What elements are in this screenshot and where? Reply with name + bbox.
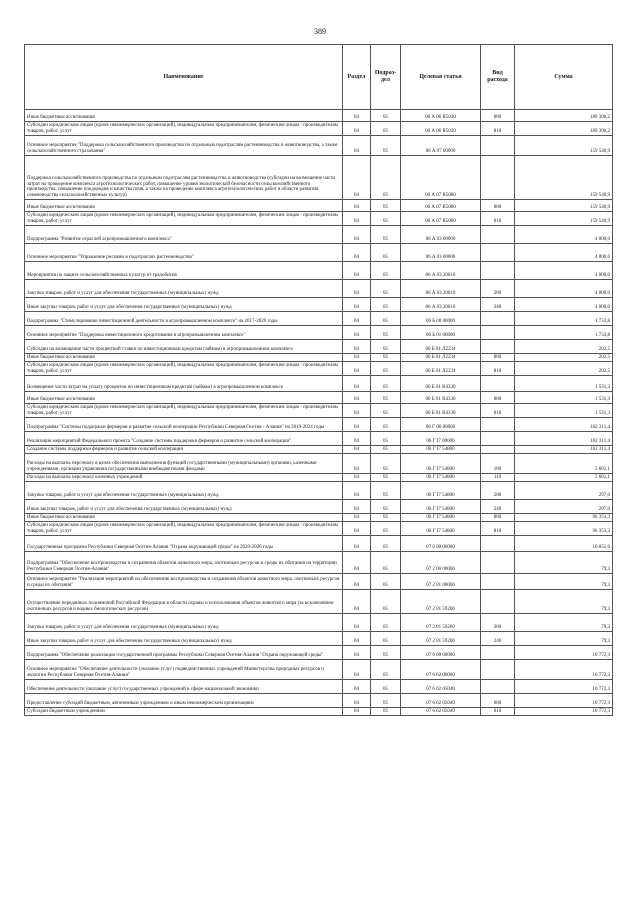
row-name: Основное мероприятие "Обеспечение деятельности (оказание услуг) подведомственных учреждений Министерства природных ресурсов и экологии Республики Северная Осетия-Алания" xyxy=(25,660,343,680)
row-subsection: 05 xyxy=(371,244,401,262)
row-name: Субсидии юридическим лицам (кроме некоммерческих организаций), индивидуальным предпринимателям, физическим лицам - производителям товаров, работ, услуг xyxy=(25,122,343,136)
table-row xyxy=(25,212,613,226)
row-name: Основное мероприятие "Управление рисками в подотраслях растениеводства" xyxy=(25,244,343,262)
row-section: 04 xyxy=(343,446,371,454)
table-row xyxy=(25,632,613,646)
row-subsection: 05 xyxy=(371,474,401,482)
row-section: 04 xyxy=(343,632,371,646)
row-type: 800 xyxy=(481,200,515,212)
row-section: 04 xyxy=(343,326,371,340)
row-target: 06 Г I7 54800 xyxy=(401,514,481,522)
row-subsection: 05 xyxy=(371,500,401,514)
row-sum: 10 772,3 xyxy=(515,646,613,660)
row-sum: 4 000,0 xyxy=(515,298,613,312)
row-name: Иные бюджетные ассигнования xyxy=(25,514,343,522)
row-section: 04 xyxy=(343,298,371,312)
row-target: 06 Б 00 00000 xyxy=(401,312,481,326)
row-name: Иные закупки товаров, работ и услуг для обеспечения государственных (муниципальных) нужд xyxy=(25,298,343,312)
table-row xyxy=(25,708,613,716)
table-row xyxy=(25,404,613,418)
table-row xyxy=(25,522,613,536)
row-target: 06 Б 01 R4330 xyxy=(401,376,481,392)
row-subsection: 05 xyxy=(371,362,401,376)
header-section: Раздел xyxy=(343,45,371,110)
row-section: 04 xyxy=(343,474,371,482)
row-subsection: 05 xyxy=(371,482,401,500)
row-target: 06 А 06 R5020 xyxy=(401,122,481,136)
row-name: Субсидии на возмещение части процентной ставки по инвестиционным кредитам (займам) в агропромышленном комплексе xyxy=(25,340,343,354)
row-name: Иные закупки товаров, работ и услуг для обеспечения государственных (муниципальных) нужд xyxy=(25,500,343,514)
row-type xyxy=(481,340,515,354)
row-section: 04 xyxy=(343,262,371,280)
row-type: 800 xyxy=(481,110,515,122)
row-target: 07 0 00 00000 xyxy=(401,536,481,552)
header-name: Наименование xyxy=(25,45,343,110)
table-row xyxy=(25,262,613,280)
row-type xyxy=(481,536,515,552)
row-section: 04 xyxy=(343,660,371,680)
table-row xyxy=(25,298,613,312)
row-subsection: 05 xyxy=(371,708,401,716)
row-target: 06 А 07 R5080 xyxy=(401,200,481,212)
row-type: 240 xyxy=(481,500,515,514)
row-target: 07 6 00 00000 xyxy=(401,646,481,660)
row-sum: 79,3 xyxy=(515,590,613,614)
row-target: 06 Б 01 Л2234 xyxy=(401,354,481,362)
row-subsection: 05 xyxy=(371,552,401,574)
row-subsection: 05 xyxy=(371,694,401,708)
row-name: Расходы на выплаты персоналу в целях обеспечения выполнения функций государственными (муниципальными) органами, казенными учреждениями, органами управления государственными внебюджетными фондами xyxy=(25,454,343,474)
row-section: 04 xyxy=(343,312,371,326)
row-sum: 102 311,4 xyxy=(515,432,613,446)
row-target: 06 Г I7 54800 xyxy=(401,454,481,474)
row-name: Мероприятия по защите сельскохозяйственных культур от градобития xyxy=(25,262,343,280)
table-row xyxy=(25,244,613,262)
row-sum: 96 353,3 xyxy=(515,522,613,536)
row-sum: 202,5 xyxy=(515,340,613,354)
row-target: 06 А 07 R5080 xyxy=(401,212,481,226)
row-sum: 1 733,8 xyxy=(515,312,613,326)
row-sum: 79,3 xyxy=(515,552,613,574)
table-row xyxy=(25,122,613,136)
row-type xyxy=(481,262,515,280)
header-target: Целевая статья xyxy=(401,45,481,110)
row-target: 06 А 06 R5020 xyxy=(401,110,481,122)
table-row xyxy=(25,156,613,200)
row-type xyxy=(481,590,515,614)
row-section: 04 xyxy=(343,574,371,590)
row-name: Основное мероприятие "Реализация мероприятий по обеспечению воспроизводства и сохранения объектов животного мира, охотничьих ресурсов и среды их обитания" xyxy=(25,574,343,590)
table-row xyxy=(25,362,613,376)
row-section: 04 xyxy=(343,226,371,244)
row-name: Реализация мероприятий Федерального проекта "Создание системы поддержки фермеров и развитие сельской кооперации" xyxy=(25,432,343,446)
table-row xyxy=(25,574,613,590)
row-subsection: 05 xyxy=(371,200,401,212)
table-row xyxy=(25,590,613,614)
header-sum: Сумма xyxy=(515,45,613,110)
row-subsection: 05 xyxy=(371,326,401,340)
row-target: 07 6 02 05040 xyxy=(401,708,481,716)
row-type: 200 xyxy=(481,614,515,632)
row-name: Государственная программа Республики Северная Осетия-Алания "Охрана окружающей среды" на 2020-2026 годы xyxy=(25,536,343,552)
row-subsection: 05 xyxy=(371,376,401,392)
table-header-row xyxy=(25,45,613,110)
row-section: 04 xyxy=(343,110,371,122)
row-sum: 10 772,3 xyxy=(515,708,613,716)
row-subsection: 05 xyxy=(371,156,401,200)
row-sum: 159 540,9 xyxy=(515,212,613,226)
row-target: 06 А 07 R5080 xyxy=(401,156,481,200)
table-row xyxy=(25,552,613,574)
row-sum: 5 661,1 xyxy=(515,454,613,474)
row-target: 06 А 03 20610 xyxy=(401,262,481,280)
row-section: 04 xyxy=(343,614,371,632)
table-row xyxy=(25,694,613,708)
row-type xyxy=(481,226,515,244)
table-row xyxy=(25,646,613,660)
row-sum: 10 772,3 xyxy=(515,680,613,694)
row-target: 06 А 03 00000 xyxy=(401,226,481,244)
row-target: 06 Г I7 54800 xyxy=(401,500,481,514)
table-row xyxy=(25,680,613,694)
row-target: 07 2 01 59200 xyxy=(401,590,481,614)
row-section: 04 xyxy=(343,680,371,694)
table-row xyxy=(25,482,613,500)
table-row xyxy=(25,474,613,482)
row-sum: 79,3 xyxy=(515,614,613,632)
row-section: 04 xyxy=(343,454,371,474)
row-target: 06 Б 01 R4330 xyxy=(401,392,481,404)
row-sum: 189 300,2 xyxy=(515,122,613,136)
table-row xyxy=(25,392,613,404)
row-sum: 202,5 xyxy=(515,362,613,376)
row-subsection: 05 xyxy=(371,536,401,552)
row-name: Иные закупки товаров, работ и услуг для обеспечения государственных (муниципальных) нужд xyxy=(25,632,343,646)
row-sum: 1 733,8 xyxy=(515,326,613,340)
row-type: 200 xyxy=(481,280,515,298)
row-section: 04 xyxy=(343,522,371,536)
row-target: 06 Г I7 54800 xyxy=(401,482,481,500)
row-type: 810 xyxy=(481,522,515,536)
row-section: 04 xyxy=(343,418,371,432)
row-section: 04 xyxy=(343,362,371,376)
row-name: Подпрограмма "Стимулирование инвестиционной деятельности в агропромышленном комплексе" на 2017-2020 годы xyxy=(25,312,343,326)
row-type: 240 xyxy=(481,298,515,312)
table-row xyxy=(25,432,613,446)
header-subsection: Подраз-дел xyxy=(371,45,401,110)
table-row xyxy=(25,500,613,514)
row-sum: 10 772,3 xyxy=(515,660,613,680)
row-name: Субсидии бюджетным учреждениям xyxy=(25,708,343,716)
row-type: 810 xyxy=(481,122,515,136)
row-subsection: 05 xyxy=(371,514,401,522)
row-type xyxy=(481,418,515,432)
row-sum: 1 531,3 xyxy=(515,404,613,418)
row-name: Иные бюджетные ассигнования xyxy=(25,354,343,362)
row-sum: 10 772,3 xyxy=(515,694,613,708)
row-sum: 202,5 xyxy=(515,354,613,362)
row-name: Подпрограмма "Обеспечение воспроизводства и сохранения объектов животного мира, охотничьих ресурсов и среды их обитания на территории Республики Северная Осетия-Алания" xyxy=(25,552,343,574)
row-target: 06 Б 01 Л2234 xyxy=(401,362,481,376)
row-subsection: 05 xyxy=(371,522,401,536)
row-subsection: 05 xyxy=(371,646,401,660)
row-subsection: 05 xyxy=(371,392,401,404)
row-type xyxy=(481,136,515,156)
row-subsection: 05 xyxy=(371,226,401,244)
row-type: 810 xyxy=(481,362,515,376)
row-section: 04 xyxy=(343,536,371,552)
row-sum: 297,0 xyxy=(515,482,613,500)
row-subsection: 05 xyxy=(371,122,401,136)
row-name: Расходы на выплаты персоналу казенных учреждений xyxy=(25,474,343,482)
row-target: 07 2 01 59200 xyxy=(401,614,481,632)
row-section: 04 xyxy=(343,708,371,716)
table-row xyxy=(25,312,613,326)
row-subsection: 05 xyxy=(371,110,401,122)
row-name: Осуществление переданных полномочий Российской Федерации в области охраны и использования объектов животного мира (за исключением охотничьих ресурсов и водных биологических ресурсов) xyxy=(25,590,343,614)
row-target: 07 6 02 05040 xyxy=(401,694,481,708)
table-row xyxy=(25,514,613,522)
row-section: 04 xyxy=(343,432,371,446)
row-subsection: 05 xyxy=(371,298,401,312)
table-row xyxy=(25,136,613,156)
row-name: Основное мероприятие "Поддержка сельскохозяйственного производства по отдельным подотраслям растениеводства и животноводства, а также сельскохозяйственного страхования" xyxy=(25,136,343,156)
row-name: Субсидии юридическим лицам (кроме некоммерческих организаций), индивидуальным предпринимателям, физическим лицам - производителям товаров, работ, услуг xyxy=(25,522,343,536)
table-row xyxy=(25,418,613,432)
row-section: 04 xyxy=(343,376,371,392)
row-section: 04 xyxy=(343,404,371,418)
table-row xyxy=(25,110,613,122)
row-target: 06 Г 00 00000 xyxy=(401,418,481,432)
row-subsection: 05 xyxy=(371,280,401,298)
row-target: 07 2 01 00000 xyxy=(401,574,481,590)
row-subsection: 05 xyxy=(371,454,401,474)
row-target: 06 А 03 20610 xyxy=(401,298,481,312)
row-type xyxy=(481,326,515,340)
row-target: 06 А 07 00000 xyxy=(401,136,481,156)
table-body xyxy=(25,110,613,716)
row-subsection: 05 xyxy=(371,446,401,454)
row-type: 800 xyxy=(481,354,515,362)
row-section: 04 xyxy=(343,514,371,522)
row-sum: 4 000,0 xyxy=(515,226,613,244)
table-row xyxy=(25,340,613,354)
row-section: 04 xyxy=(343,590,371,614)
row-target: 06 Б 01 R4330 xyxy=(401,404,481,418)
table-row xyxy=(25,614,613,632)
row-sum: 1 531,3 xyxy=(515,376,613,392)
table-row xyxy=(25,354,613,362)
page-number: 389 xyxy=(314,27,326,36)
row-type: 110 xyxy=(481,474,515,482)
row-type xyxy=(481,156,515,200)
table-row xyxy=(25,536,613,552)
row-type xyxy=(481,432,515,446)
row-section: 04 xyxy=(343,392,371,404)
row-subsection: 05 xyxy=(371,614,401,632)
row-type xyxy=(481,552,515,574)
row-type: 200 xyxy=(481,482,515,500)
row-section: 04 xyxy=(343,694,371,708)
row-name: Субсидии юридическим лицам (кроме некоммерческих организаций), индивидуальным предпринимателям, физическим лицам - производителям товаров, работ, услуг xyxy=(25,212,343,226)
row-section: 04 xyxy=(343,156,371,200)
table-row xyxy=(25,446,613,454)
row-section: 04 xyxy=(343,646,371,660)
row-sum: 102 311,4 xyxy=(515,446,613,454)
row-type xyxy=(481,660,515,680)
row-section: 04 xyxy=(343,482,371,500)
row-sum: 4 000,0 xyxy=(515,244,613,262)
row-target: 07 2 00 00000 xyxy=(401,552,481,574)
row-subsection: 05 xyxy=(371,136,401,156)
row-target: 07 6 02 00000 xyxy=(401,660,481,680)
row-subsection: 05 xyxy=(371,354,401,362)
row-target: 06 А 03 20610 xyxy=(401,280,481,298)
row-target: 06 Г I7 54800 xyxy=(401,522,481,536)
row-sum: 96 353,3 xyxy=(515,514,613,522)
row-name: Иные бюджетные ассигнования xyxy=(25,110,343,122)
row-subsection: 05 xyxy=(371,590,401,614)
row-name: Подпрограмма "Обеспечение реализации государственной программы Республики Северная Осетия-Алания "Охрана окружающей среды" xyxy=(25,646,343,660)
row-sum: 102 311,4 xyxy=(515,418,613,432)
row-target: 06 Г I7 00000 xyxy=(401,432,481,446)
row-type xyxy=(481,680,515,694)
row-sum: 4 000,0 xyxy=(515,262,613,280)
row-section: 04 xyxy=(343,280,371,298)
row-subsection: 05 xyxy=(371,340,401,354)
row-subsection: 05 xyxy=(371,432,401,446)
row-type xyxy=(481,446,515,454)
row-name: Субсидии юридическим лицам (кроме некоммерческих организаций), индивидуальным предпринимателям, физическим лицам - производителям товаров, работ, услуг xyxy=(25,362,343,376)
row-target: 06 Г I7 54800 xyxy=(401,474,481,482)
row-type: 810 xyxy=(481,212,515,226)
row-target: 06 Б 01 Л2234 xyxy=(401,340,481,354)
row-name: Поддержка сельскохозяйственного производства по отдельным подотраслям растениеводства и животноводства (субсидии на возмещение части затрат на проведение комплекса агротехнологических работ, повышение уровня экологической безопасности сельскохозяйственного производства, повышение плодородия и качества почв, а также на проведение комплекса агротехнологических работ в области развития семеноводства сельскохозяйственных культур) xyxy=(25,156,343,200)
table-row xyxy=(25,280,613,298)
row-sum: 159 540,9 xyxy=(515,136,613,156)
row-target: 06 А 03 00000 xyxy=(401,244,481,262)
row-type: 810 xyxy=(481,404,515,418)
header-type: Вид расхода xyxy=(481,45,515,110)
row-type xyxy=(481,376,515,392)
row-name: Иные бюджетные ассигнования xyxy=(25,392,343,404)
row-name: Подпрограмма "Развитие отраслей агропромышленного комплекса" xyxy=(25,226,343,244)
row-target: 06 Б 01 00000 xyxy=(401,326,481,340)
row-subsection: 05 xyxy=(371,418,401,432)
row-sum: 189 300,2 xyxy=(515,110,613,122)
row-name: Предоставление субсидий бюджетным, автономным учреждениям и иным некоммерческим организациям xyxy=(25,694,343,708)
row-section: 04 xyxy=(343,500,371,514)
row-type xyxy=(481,646,515,660)
row-name: Возмещение части затрат на уплату процентов по инвестиционным кредитам (займам) в агропромышленном комплексе xyxy=(25,376,343,392)
row-name: Создание системы поддержки фермеров и развитие сельской кооперации xyxy=(25,446,343,454)
row-name: Основное мероприятие "Поддержка инвестиционного кредитования в агропромышленном комплексе" xyxy=(25,326,343,340)
row-section: 04 xyxy=(343,122,371,136)
row-section: 04 xyxy=(343,552,371,574)
row-type: 800 xyxy=(481,392,515,404)
row-name: Субсидии юридическим лицам (кроме некоммерческих организаций), индивидуальным предпринимателям, физическим лицам - производителям товаров, работ, услуг xyxy=(25,404,343,418)
row-subsection: 05 xyxy=(371,212,401,226)
row-name: Закупка товаров, работ и услуг для обеспечения государственных (муниципальных) нужд xyxy=(25,280,343,298)
row-subsection: 05 xyxy=(371,404,401,418)
row-subsection: 05 xyxy=(371,660,401,680)
row-sum: 159 540,9 xyxy=(515,200,613,212)
table-row xyxy=(25,660,613,680)
row-type: 100 xyxy=(481,454,515,474)
row-target: 07 6 02 05040 xyxy=(401,680,481,694)
row-sum: 79,3 xyxy=(515,632,613,646)
table-row xyxy=(25,454,613,474)
row-sum: 10 851,6 xyxy=(515,536,613,552)
table-row xyxy=(25,376,613,392)
row-type: 800 xyxy=(481,514,515,522)
table-row xyxy=(25,200,613,212)
row-name: Закупка товаров, работ и услуг для обеспечения государственных (муниципальных) нужд xyxy=(25,482,343,500)
table-row xyxy=(25,326,613,340)
row-sum: 1 531,3 xyxy=(515,392,613,404)
row-section: 04 xyxy=(343,212,371,226)
row-type: 600 xyxy=(481,694,515,708)
row-subsection: 05 xyxy=(371,680,401,694)
row-target: 06 Г I7 54800 xyxy=(401,446,481,454)
row-name: Иные бюджетные ассигнования xyxy=(25,200,343,212)
row-subsection: 05 xyxy=(371,262,401,280)
row-section: 04 xyxy=(343,136,371,156)
table-row xyxy=(25,226,613,244)
row-sum: 4 000,0 xyxy=(515,280,613,298)
row-section: 04 xyxy=(343,200,371,212)
row-sum: 5 661,1 xyxy=(515,474,613,482)
row-sum: 159 540,9 xyxy=(515,156,613,200)
row-type: 610 xyxy=(481,708,515,716)
row-name: Закупка товаров, работ и услуг для обеспечения государственных (муниципальных) нужд xyxy=(25,614,343,632)
row-sum: 79,3 xyxy=(515,574,613,590)
row-subsection: 05 xyxy=(371,574,401,590)
row-section: 04 xyxy=(343,340,371,354)
row-type xyxy=(481,312,515,326)
row-type xyxy=(481,574,515,590)
row-subsection: 05 xyxy=(371,312,401,326)
row-name: Подпрограмма "Системы поддержки фермеров и развитие сельской кооперации Республики Северная Осетия - Алания" на 2019-2024 годы xyxy=(25,418,343,432)
row-name: Обеспечение деятельности (оказание услуг) государственных учреждений в сфере национальной экономики xyxy=(25,680,343,694)
row-section: 04 xyxy=(343,354,371,362)
budget-table xyxy=(24,44,613,716)
row-type: 240 xyxy=(481,632,515,646)
row-type xyxy=(481,244,515,262)
row-section: 04 xyxy=(343,244,371,262)
row-subsection: 05 xyxy=(371,632,401,646)
row-sum: 297,0 xyxy=(515,500,613,514)
row-target: 07 2 01 59200 xyxy=(401,632,481,646)
